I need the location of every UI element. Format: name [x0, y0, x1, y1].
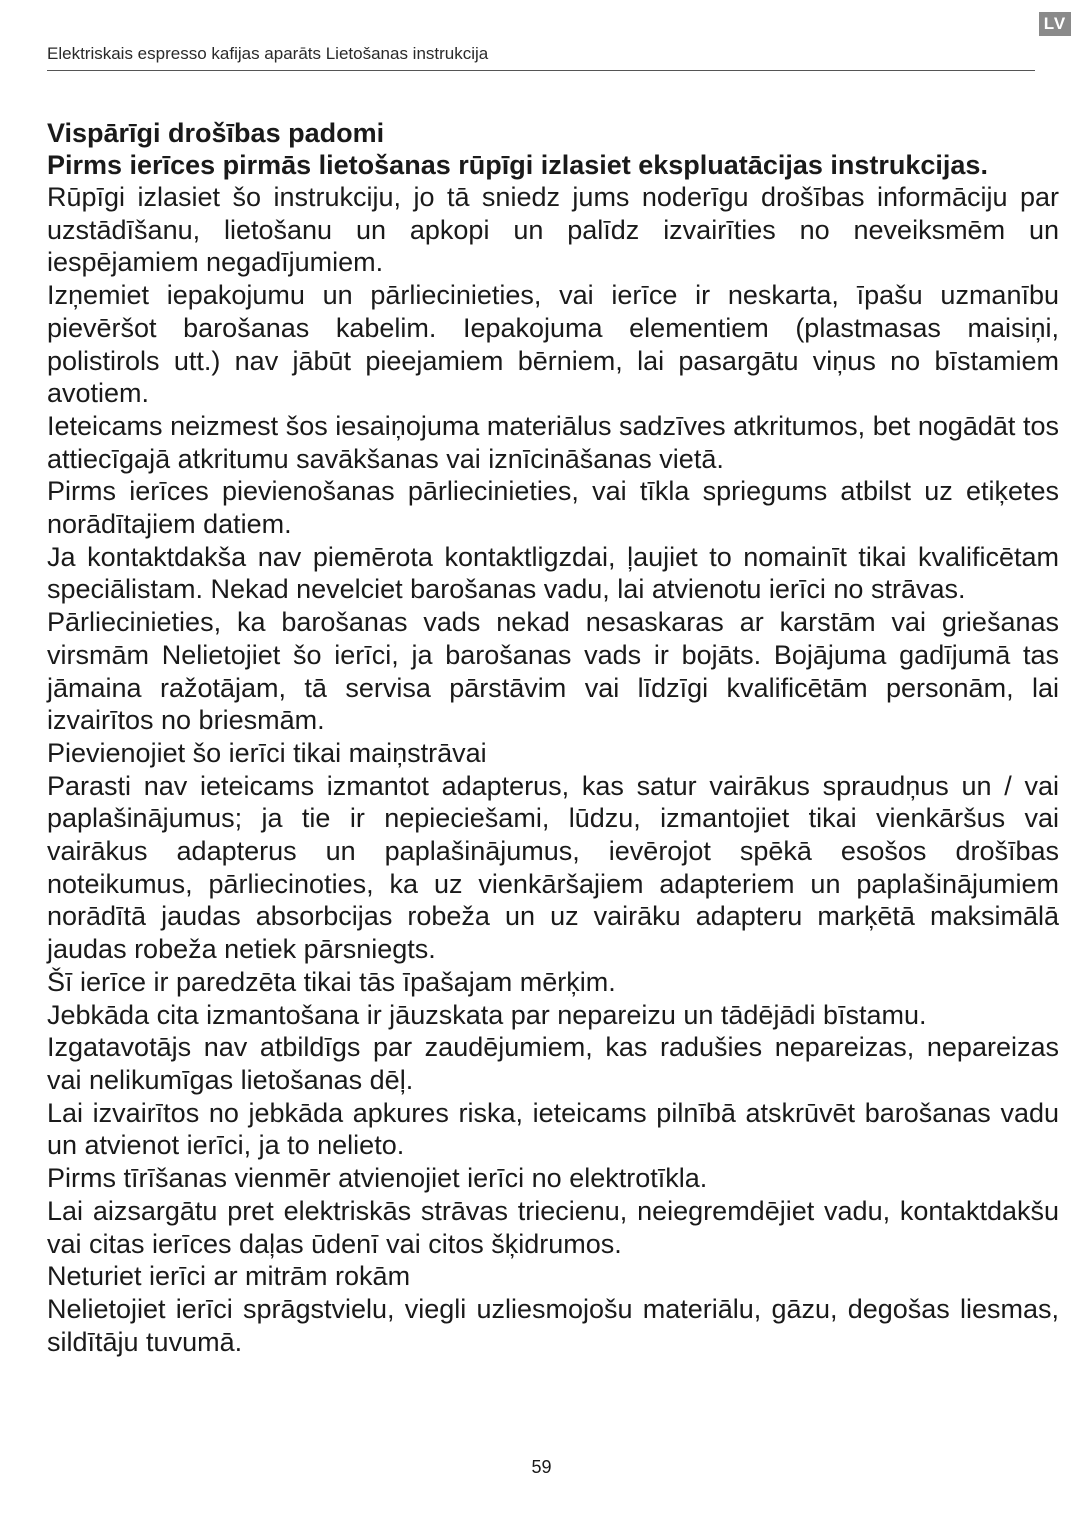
- page-number: 59: [531, 1457, 552, 1477]
- paragraph: Pirms tīrīšanas vienmēr atvienojiet ierīci no elektrotīkla.: [47, 1163, 708, 1194]
- paragraph: Izgatavotājs nav atbildīgs par zaudējumiem, kas radušies nepareizas, nepareizas vai nelikumīgas lietošanas dēļ.: [47, 1032, 1059, 1095]
- language-badge: LV: [1039, 12, 1071, 36]
- running-header-title: Elektriskais espresso kafijas aparāts Lietošanas instrukcija: [47, 44, 1035, 71]
- paragraph: Lai aizsargātu pret elektriskās strāvas triecienu, neiegremdējiet vadu, kontaktdakšu vai citas ierīces daļas ūdenī vai citos šķidrumos.: [47, 1195, 1059, 1259]
- section-title: Vispārīgi drošības padomi: [47, 118, 385, 148]
- paragraph: Nelietojiet ierīci sprāgstvielu, viegli uzliesmojošu materiālu, gāzu, degošas liesmas, sildītāju tuvumā.: [47, 1293, 1059, 1357]
- paragraph: Izņemiet iepakojumu un pārliecinieties, vai ierīce ir neskarta, īpašu uzmanību pievēršot barošanas kabelim. Iepakojuma elementiem (plastmasas maisiņi, polistirols utt.) nav jābūt pieejamiem bērniem, lai pasargātu viņus no bīstamiem avotiem.: [47, 280, 1059, 409]
- paragraph: Pārliecinieties, ka barošanas vads nekad nesaskaras ar karstām vai griešanas virsmām Nelietojiet šo ierīci, ja barošanas vads ir bojāts. Bojājuma gadījumā tas jāmaina ražotājam, tā servisa pārstāvim vai līdzīgi kvalificētām personām, lai izvairītos no briesmām.: [47, 607, 1059, 736]
- paragraph: Ja kontaktdakša nav piemērota kontaktligzdai, ļaujiet to nomainīt tikai kvalificētam speciālistam. Nekad nevelciet barošanas vadu, lai atvienotu ierīci no strāvas.: [47, 541, 1059, 605]
- paragraph: Ieteicams neizmest šos iesaiņojuma materiālus sadzīves atkritumos, bet nogādāt tos attiecīgajā atkritumu savākšanas vai iznīcināšanas vietā.: [47, 410, 1059, 474]
- section-subtitle: Pirms ierīces pirmās lietošanas rūpīgi izlasiet ekspluatācijas instrukcijas.: [47, 150, 988, 180]
- paragraph: Rūpīgi izlasiet šo instrukciju, jo tā sniedz jums noderīgu drošības informāciju par uzstādīšanu, lietošanu un apkopi un palīdz izvairīties no neveiksmēm un iespējamiem negadījumiem.: [47, 182, 1059, 278]
- paragraph: Jebkāda cita izmantošana ir jāuzskata par nepareizu un tādējādi bīstamu.: [47, 999, 927, 1030]
- safety-section: [47, 117, 1059, 1358]
- paragraph: Pievienojiet šo ierīci tikai maiņstrāvai: [47, 737, 487, 768]
- paragraph: Šī ierīce ir paredzēta tikai tās īpašajam mērķim.: [47, 966, 616, 997]
- paragraph: Pirms ierīces pievienošanas pārliecinieties, vai tīkla spriegums atbilst uz etiķetes norādītajiem datiem.: [47, 476, 1059, 540]
- paragraph: Lai izvairītos no jebkāda apkures riska, ieteicams pilnībā atskrūvēt barošanas vadu un atvienot ierīci, ja to nelieto.: [47, 1097, 1059, 1161]
- paragraph: Neturiet ierīci ar mitrām rokām: [47, 1261, 411, 1292]
- paragraph: Parasti nav ieteicams izmantot adapterus, kas satur vairākus spraudņus un / vai paplašinājumus; ja tie ir nepieciešami, lūdzu, izmantojiet tikai vienkāršus vai vairākus adapterus un paplašinājumus, ievērojot spēkā esošos drošības noteikumus, pārliecinoties, ka uz vienkāršajiem adapteriem un paplašinājumiem norādītā jaudas absorbcijas robeža un uz vairāku adapteru marķētā maksimālā jaudas robeža netiek pārsniegts.: [47, 770, 1059, 965]
